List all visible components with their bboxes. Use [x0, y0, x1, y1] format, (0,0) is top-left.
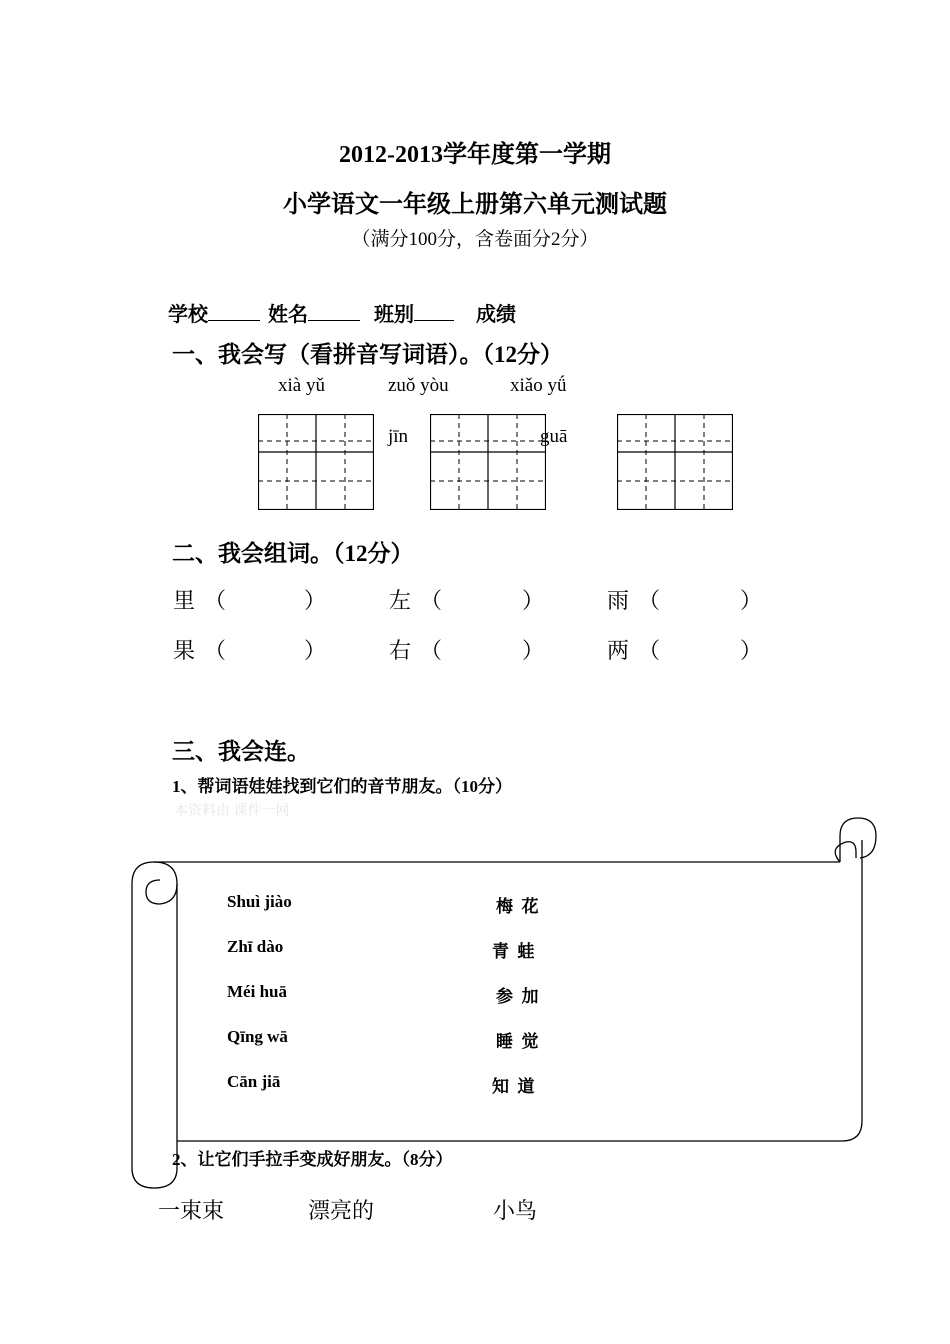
- chain-word[interactable]: 一束束: [158, 1198, 225, 1223]
- year-line: 2012-2013学年度第一学期: [339, 142, 611, 168]
- open-paren: （: [204, 588, 227, 613]
- chain-word[interactable]: 漂亮的: [308, 1198, 375, 1223]
- name-label: 姓名: [268, 304, 308, 326]
- pinyin-option[interactable]: Zhī dào: [227, 937, 284, 956]
- section2-heading: 二、我会组词。（12分）: [172, 541, 414, 566]
- char-li: 里: [173, 588, 196, 613]
- pinyin-option[interactable]: Méi huā: [227, 982, 287, 1001]
- pinyin-zuoyou: zuǒ yòu: [388, 375, 449, 396]
- task2-instruction: 2、让它们手拉手变成好朋友。（8分）: [172, 1150, 453, 1169]
- page-title: 小学语文一年级上册第六单元测试题: [283, 192, 667, 218]
- word-option[interactable]: 睡 觉: [496, 1032, 539, 1051]
- pinyin-option[interactable]: Qīng wā: [227, 1027, 288, 1046]
- pinyin-gua: guā: [540, 426, 568, 447]
- close-paren: ）: [522, 638, 545, 663]
- char-guo: 果: [173, 638, 196, 663]
- word-option[interactable]: 青 蛙: [492, 942, 535, 961]
- open-paren: （: [420, 588, 443, 613]
- page-subtitle: （满分100分，含卷面分2分）: [351, 229, 599, 250]
- word-option[interactable]: 知 道: [492, 1077, 535, 1096]
- section1-heading: 一、我会写（看拼音写词语）。（12分）: [172, 342, 563, 367]
- pinyin-jin: jīn: [388, 426, 409, 447]
- chain-word[interactable]: 小鸟: [493, 1198, 538, 1223]
- char-yu: 雨: [607, 588, 630, 613]
- class-label: 班别: [374, 304, 414, 326]
- open-paren: （: [638, 588, 661, 613]
- word-option[interactable]: 参 加: [496, 987, 539, 1006]
- pinyin-option[interactable]: Cān jiā: [227, 1072, 281, 1091]
- open-paren: （: [420, 638, 443, 663]
- watermark: 本资料由 课件一网: [174, 804, 290, 819]
- school-label: 学校: [168, 304, 208, 326]
- close-paren: ）: [304, 638, 327, 663]
- pinyin-option[interactable]: Shuì jiào: [227, 892, 292, 911]
- pinyin-xiaoyu: xiǎo yǘ: [510, 375, 567, 396]
- char-you: 右: [389, 638, 412, 663]
- close-paren: ）: [304, 588, 327, 613]
- pinyin-xiayu: xià yǔ: [278, 375, 325, 396]
- section3-heading: 三、我会连。: [172, 739, 310, 764]
- task1-instruction: 1、帮词语娃娃找到它们的音节朋友。（10分）: [172, 777, 512, 796]
- open-paren: （: [204, 638, 227, 663]
- open-paren: （: [638, 638, 661, 663]
- char-liang: 两: [607, 638, 630, 663]
- char-zuo: 左: [389, 588, 412, 613]
- word-option[interactable]: 梅 花: [496, 897, 539, 916]
- close-paren: ）: [522, 588, 545, 613]
- close-paren: ）: [740, 588, 763, 613]
- score-label: 成绩: [476, 304, 516, 326]
- close-paren: ）: [740, 638, 763, 663]
